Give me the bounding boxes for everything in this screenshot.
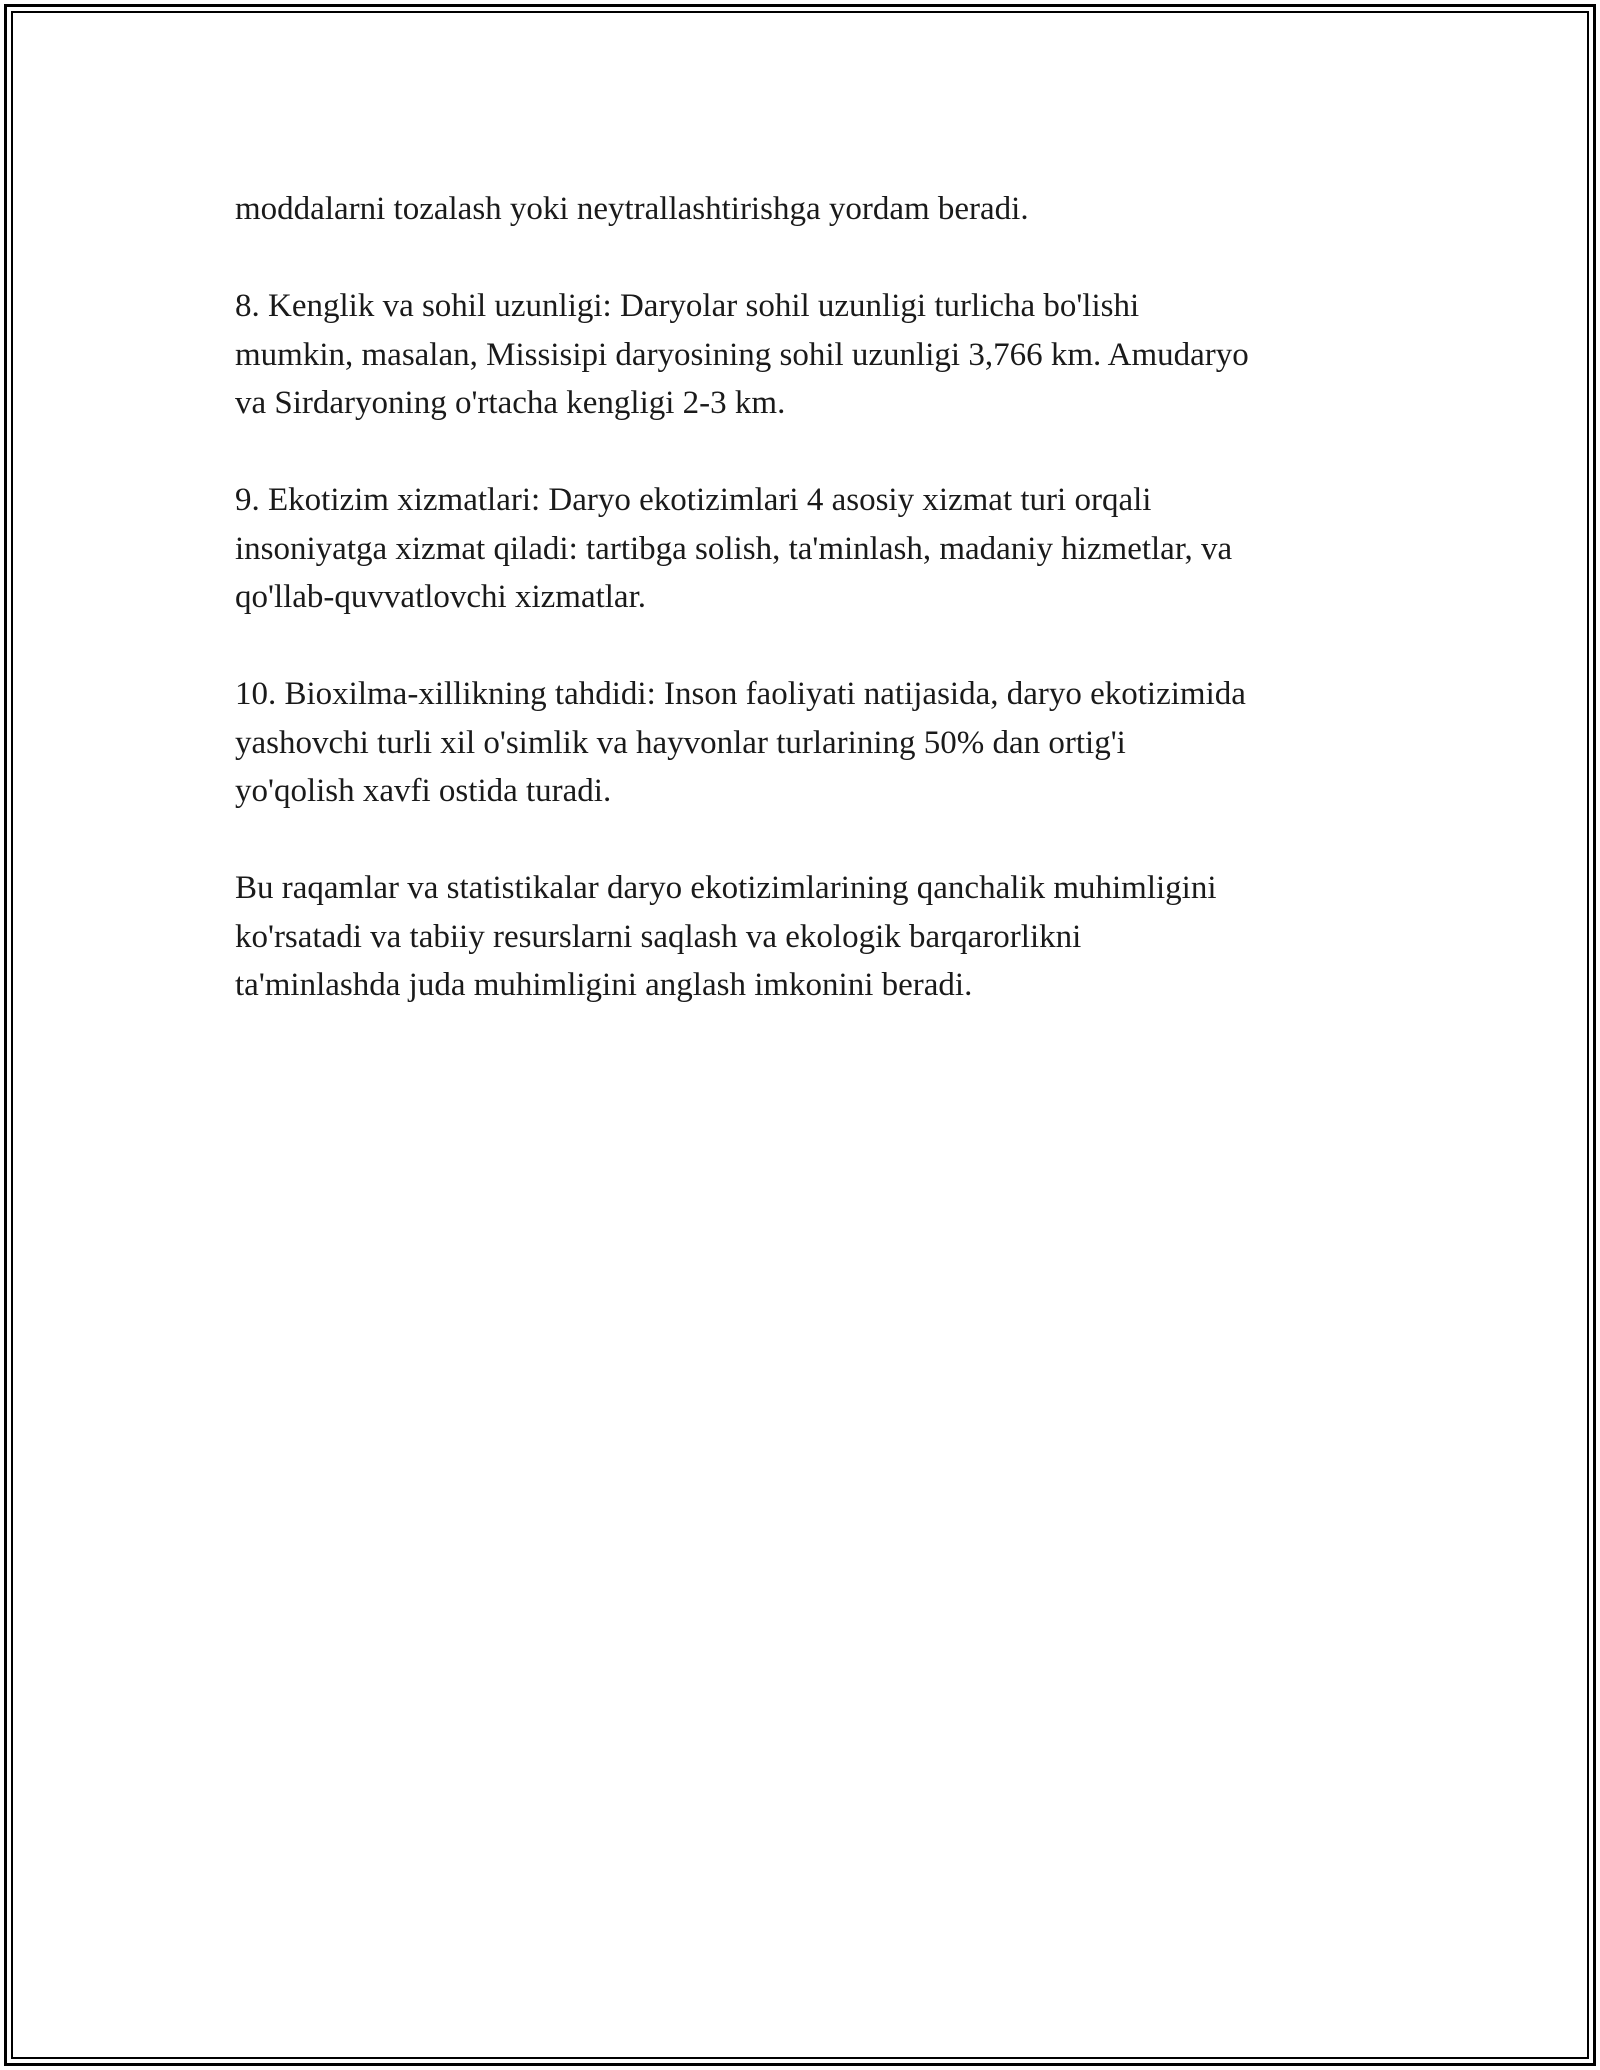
text-line: 9. Ekotizim xizmatlari: Daryo ekotizimlari 4 asosiy xizmat turi orqali: [235, 482, 1152, 518]
text-line: va Sirdaryoning o'rtacha kengligi 2-3 km.: [235, 385, 786, 421]
text-line: Bu raqamlar va statistikalar daryo ekotizimlarining qanchalik muhimligini: [235, 870, 1217, 906]
text-line: ko'rsatadi va tabiiy resurslarni saqlash va ekologik barqarorlikni: [235, 918, 1082, 955]
text-line: yashovchi turli xil o'simlik va hayvonlar turlarining 50% dan ortig'i: [235, 724, 1126, 761]
document-body: [235, 185, 1375, 1058]
text-line: mumkin, masalan, Missisipi daryosining sohil uzunligi 3,766 km. Amudaryo: [235, 336, 1249, 373]
text-line: 10. Bioxilma-xillikning tahdidi: Inson faoliyati natijasida, daryo ekotizimida: [235, 676, 1246, 712]
paragraph-item-8: [235, 282, 1375, 428]
text-line: 8. Kenglik va sohil uzunligi: Daryolar sohil uzunligi turlicha bo'lishi: [235, 288, 1140, 324]
text-line: moddalarni tozalash yoki neytrallashtirishga yordam beradi.: [235, 191, 1029, 227]
text-line: qo'llab-quvvatlovchi xizmatlar.: [235, 579, 647, 615]
paragraph-item-10: [235, 670, 1375, 816]
paragraph-continuation: [235, 185, 1375, 234]
paragraph-conclusion: [235, 864, 1375, 1010]
text-line: yo'qolish xavfi ostida turadi.: [235, 773, 612, 809]
text-line: insoniyatga xizmat qiladi: tartibga solish, ta'minlash, madaniy hizmetlar, va: [235, 530, 1233, 567]
text-line: ta'minlashda juda muhimligini anglash imkonini beradi.: [235, 967, 973, 1003]
paragraph-item-9: [235, 476, 1375, 622]
